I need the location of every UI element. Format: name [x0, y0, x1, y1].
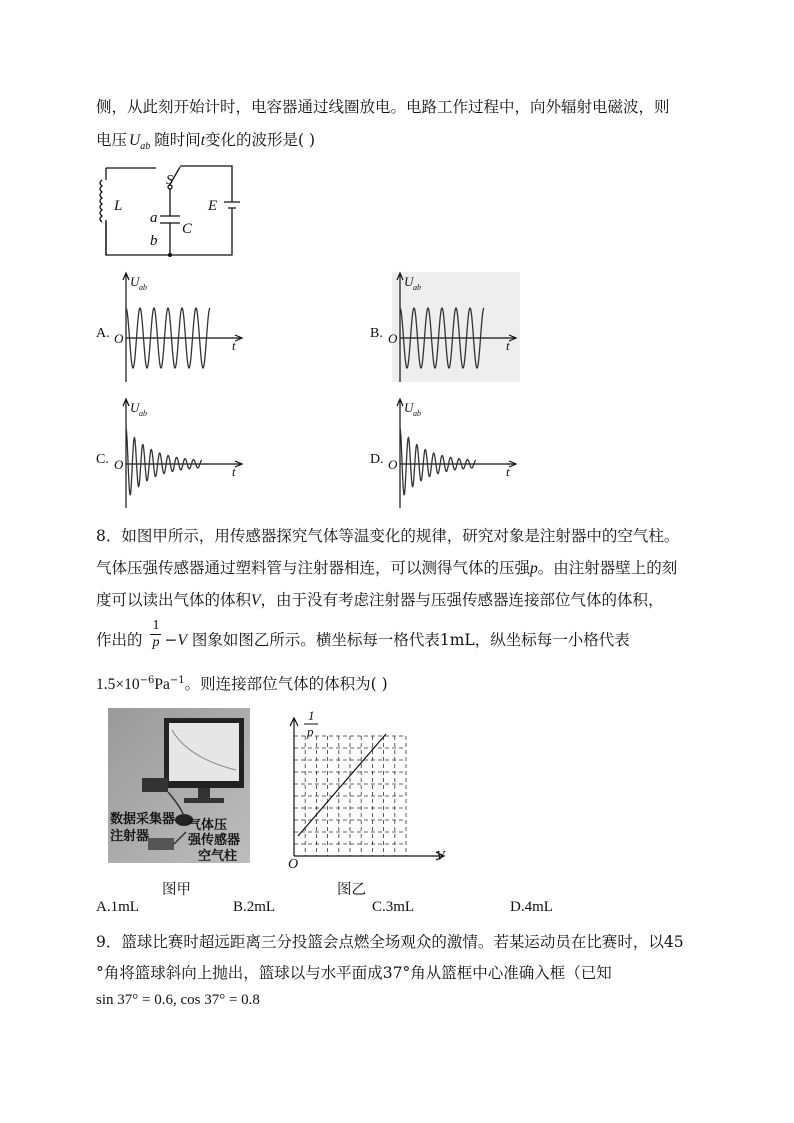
q8-text-line3: 度可以读出气体的体积V，由于没有考虑注射器与压强传感器连接部位气体的体积， — [96, 591, 664, 609]
circuit-label-E: E — [208, 198, 218, 214]
photo-label-sensor-2: 强传感器 — [188, 833, 241, 848]
q8-text-line2: 气体压强传感器通过塑料管与注射器相连，可以测得气体的压强p。由注射器壁上的刻 — [96, 559, 678, 577]
fraction-1-over-p: $\frac{1}{p}$ — [152, 618, 160, 650]
q7-text-line1: 侧，从此刻开始计时，电容器通过线圈放电。电路工作过程中，向外辐射电磁波，则 — [96, 98, 670, 116]
photo-label-layer — [108, 708, 250, 863]
graph-ylabel-num: 1 — [308, 708, 315, 723]
waveform-ylabel: U — [404, 274, 414, 289]
waveform-origin: O — [388, 457, 398, 472]
inverse-p-vs-v-graph — [256, 706, 456, 872]
circuit-label-a: a — [150, 210, 158, 226]
waveform-ylabel: U — [404, 400, 414, 415]
option-label[interactable]: D. — [370, 452, 384, 467]
circuit-label-S: S — [166, 173, 173, 188]
lc-circuit-diagram — [96, 160, 256, 260]
photo-label-air-column: 空气柱 — [198, 849, 238, 864]
option-label[interactable]: B. — [370, 326, 383, 341]
waveform-ylabel-sub: ab — [413, 409, 421, 418]
q8-text-line1: 8．如图甲所示，用传感器探究气体等温变化的规律，研究对象是注射器中的空气柱。 — [96, 527, 680, 545]
caption-figure-yi: 图乙 — [337, 882, 366, 898]
circuit-label-L: L — [114, 198, 123, 214]
option-c-waveform — [96, 396, 256, 516]
waveform-ylabel-sub: ab — [139, 283, 147, 292]
waveform-xlabel: t — [506, 338, 510, 353]
photo-label-data-collector: 数据采集器 — [110, 812, 176, 827]
option-label[interactable]: A. — [96, 326, 110, 341]
waveform-origin: O — [114, 331, 124, 346]
waveform-xlabel: t — [232, 464, 236, 479]
caption-figure-jia: 图甲 — [162, 882, 191, 898]
circuit-label-b: b — [150, 233, 158, 249]
waveform-ylabel: U — [130, 400, 140, 415]
graph-ylabel-den: p — [307, 724, 314, 739]
waveform-svg-a — [96, 270, 256, 386]
graph-xlabel: V — [436, 849, 445, 864]
waveform-xlabel: t — [506, 464, 510, 479]
q9-text-line1: 9．篮球比赛时超远距离三分投篮会点燃全场观众的激情。若某运动员在比赛时，以45 — [96, 933, 684, 951]
q8-option-a[interactable]: A.1mL — [96, 899, 139, 915]
option-a-waveform — [96, 270, 256, 390]
waveform-svg-d — [370, 396, 530, 512]
q8-option-b[interactable]: B.2mL — [233, 899, 276, 915]
q8-option-c[interactable]: C.3mL — [372, 899, 415, 915]
graph-origin: O — [288, 857, 299, 872]
photo-label-sensor-1: 气体压 — [188, 818, 228, 833]
option-b-waveform — [370, 270, 530, 390]
q8-option-d[interactable]: D.4mL — [510, 899, 553, 915]
waveform-ylabel-sub: ab — [139, 409, 147, 418]
q9-text-line2: °角将篮球斜向上抛出，篮球以与水平面成37°角从篮框中心准确入框（已知 — [96, 964, 612, 982]
q7-text-line2: 电压 $U_{ab}$ 随时间t变化的波形是( ) — [96, 131, 316, 153]
waveform-curve — [400, 428, 476, 495]
q8-text-line5: $1.5\times 10^{-6}Pa^{-1}$。则连接部位气体的体积为( ) — [96, 674, 388, 693]
waveform-curve — [126, 428, 202, 495]
photo-label-syringe: 注射器 — [110, 829, 150, 844]
waveform-svg-c — [96, 396, 256, 512]
q8-text-line4: 作出的 $\frac{1}{p}$ −V 图象如图乙所示。横坐标每一格代表1mL，纵坐标每一小格代表 — [96, 618, 630, 650]
waveform-ylabel: U — [130, 274, 140, 289]
waveform-xlabel: t — [232, 338, 236, 353]
waveform-origin: O — [388, 331, 398, 346]
circuit-label-C: C — [182, 221, 193, 237]
option-label[interactable]: C. — [96, 452, 109, 467]
waveform-origin: O — [114, 457, 124, 472]
waveform-svg-b — [370, 270, 530, 386]
option-d-waveform — [370, 396, 530, 516]
q9-text-line3: sin 37° = 0.6, cos 37° = 0.8 — [96, 992, 260, 1008]
waveform-ylabel-sub: ab — [413, 283, 421, 292]
